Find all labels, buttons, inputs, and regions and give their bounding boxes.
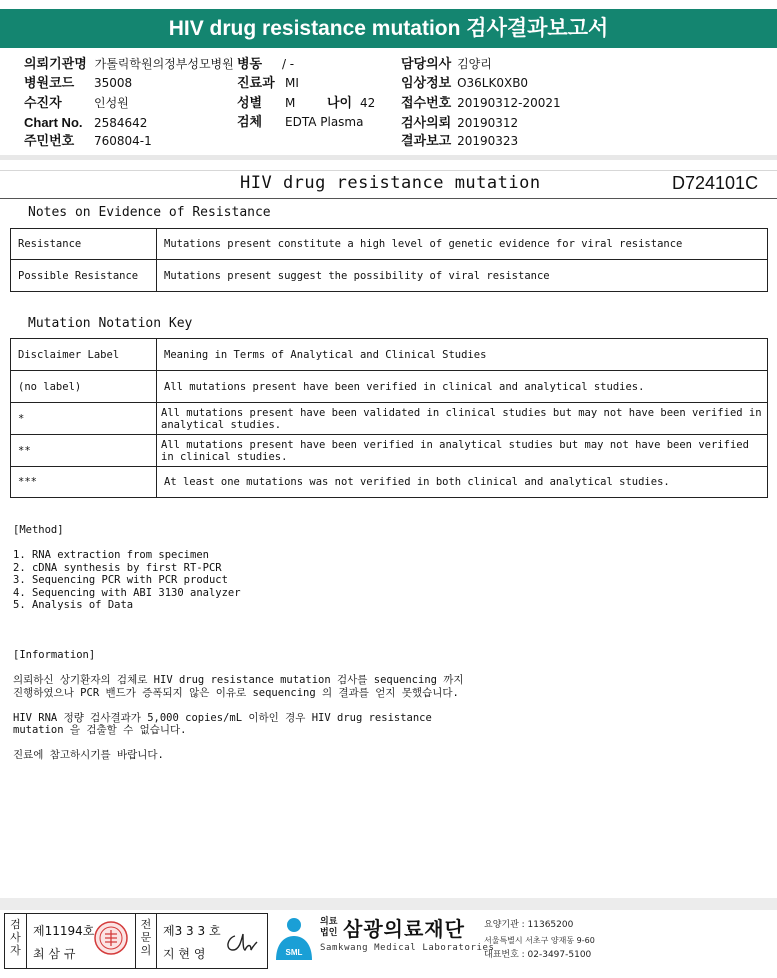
report-title-banner: HIV drug resistance mutation 검사결과보고서 xyxy=(0,9,777,48)
information-text: 진료에 참고하시기를 바랍니다. xyxy=(13,749,164,761)
age-label: 나이 xyxy=(327,95,353,110)
method-step: 4. Sequencing with ABI 3130 analyzer xyxy=(13,587,241,599)
header-divider xyxy=(0,155,777,160)
resident-id-label: 주민번호 xyxy=(24,133,75,148)
chart-number-label: Chart No. xyxy=(24,115,83,130)
org-code: 요양기관 : 11365200 xyxy=(484,920,574,930)
notation-label-cell: *** xyxy=(11,467,157,498)
notation-heading: Mutation Notation Key xyxy=(28,316,193,331)
inspector-license: 제11194호 xyxy=(33,924,95,938)
report-date-label: 결과보고 xyxy=(401,133,452,148)
notation-label-cell: (no label) xyxy=(11,371,157,403)
inspector-label: 검사자 xyxy=(5,914,27,968)
ward-label: 병동 xyxy=(237,56,263,71)
signature-box xyxy=(4,913,268,969)
chart-number-value: 2584642 xyxy=(94,116,148,130)
age-field xyxy=(327,95,375,111)
table-row xyxy=(11,467,768,498)
specialist-label: 전문의 xyxy=(135,914,157,968)
org-prefix-line: 법인 xyxy=(320,928,338,938)
notation-text-cell: All mutations present have been verified in analytical studies but may not have been verified in clinical studies. xyxy=(157,435,768,467)
specimen-label: 검체 xyxy=(237,114,263,129)
information-text: HIV RNA 정량 검사결과가 5,000 copies/mL 이하인 경우 HIV drug resistance xyxy=(13,712,432,724)
table-row xyxy=(11,229,768,260)
document-title: HIV drug resistance mutation xyxy=(240,173,541,193)
table-row xyxy=(11,339,768,371)
chart-number-field xyxy=(24,115,148,131)
age-value: 42 xyxy=(359,96,376,110)
table-row xyxy=(11,435,768,467)
clinical-info-field xyxy=(401,75,528,91)
sex-label: 성별 xyxy=(237,95,263,110)
method-step: 1. RNA extraction from specimen xyxy=(13,549,209,561)
resident-id-field xyxy=(24,133,152,149)
receipt-number-label: 접수번호 xyxy=(401,95,452,110)
evidence-text-cell: Mutations present suggest the possibility of viral resistance xyxy=(157,260,768,292)
evidence-label-cell: Resistance xyxy=(11,229,157,260)
information-text: 진행하였으나 PCR 밴드가 증폭되지 않은 이유로 sequencing 의 결과를 얻지 못했습니다. xyxy=(13,687,459,699)
sex-field xyxy=(237,95,296,111)
specialist-name: 지 현 영 xyxy=(163,947,206,961)
specialist-signature-icon xyxy=(221,926,261,958)
notation-label-cell: * xyxy=(11,403,157,435)
footer-band xyxy=(0,898,777,910)
table-row xyxy=(11,371,768,403)
specimen-value: EDTA Plasma xyxy=(285,115,364,129)
org-name: 삼광의료재단 xyxy=(343,917,465,941)
table-row xyxy=(11,260,768,292)
org-contact xyxy=(484,918,595,963)
title-top-rule xyxy=(0,170,777,171)
notation-table xyxy=(10,338,768,498)
org-prefix xyxy=(320,917,337,939)
evidence-label-cell: Possible Resistance xyxy=(11,260,157,292)
inspector-name: 최 삼 규 xyxy=(33,947,76,961)
table-row xyxy=(11,403,768,435)
document-code: D724101C xyxy=(672,173,759,193)
inspector-seal-icon xyxy=(93,920,129,956)
department-label: 진료과 xyxy=(237,75,275,90)
ward-value: / - xyxy=(281,57,295,71)
ward-field xyxy=(237,56,294,72)
receipt-number-value: 20190312-20021 xyxy=(457,96,561,110)
notation-text-cell: Meaning in Terms of Analytical and Clinical Studies xyxy=(157,339,768,371)
request-date-value: 20190312 xyxy=(457,116,519,130)
institution-label: 의뢰기관명 xyxy=(24,56,87,71)
title-bottom-rule xyxy=(0,198,777,199)
institution-field xyxy=(24,56,234,72)
information-heading: [Information] xyxy=(13,649,96,661)
method-step: 2. cDNA synthesis by first RT-PCR xyxy=(13,562,222,574)
method-heading: [Method] xyxy=(13,524,64,536)
institution-value: 가톨릭학원의정부성모병원 xyxy=(94,57,234,71)
evidence-text-cell: Mutations present constitute a high level of genetic evidence for viral resistance xyxy=(157,229,768,260)
notation-label-cell: ** xyxy=(11,435,157,467)
patient-field xyxy=(24,95,129,111)
org-name-english: Samkwang Medical Laboratories xyxy=(320,943,495,953)
hospital-code-label: 병원코드 xyxy=(24,75,75,90)
org-address: 서울특별시 서초구 양재동 9-60 xyxy=(484,936,595,945)
report-date-value: 20190323 xyxy=(457,134,519,148)
receipt-number-field xyxy=(401,95,561,111)
request-date-label: 검사의뢰 xyxy=(401,115,452,130)
report-date-field xyxy=(401,133,518,149)
clinical-info-label: 임상정보 xyxy=(401,75,452,90)
clinical-info-value: O36LK0XB0 xyxy=(457,76,529,90)
method-step: 5. Analysis of Data xyxy=(13,599,134,611)
evidence-heading: Notes on Evidence of Resistance xyxy=(28,205,271,220)
physician-value: 김양리 xyxy=(457,57,492,71)
evidence-table xyxy=(10,228,768,292)
department-value: MI xyxy=(285,76,299,90)
department-field xyxy=(237,75,299,91)
patient-label: 수진자 xyxy=(24,95,62,110)
physician-field xyxy=(401,56,492,72)
org-prefix-line: 의료 xyxy=(320,917,338,927)
method-step: 3. Sequencing PCR with PCR product xyxy=(13,574,228,586)
notation-label-cell: Disclaimer Label xyxy=(11,339,157,371)
hospital-code-field xyxy=(24,75,133,91)
sml-logo-icon xyxy=(272,916,316,964)
information-text: mutation 을 검출할 수 없습니다. xyxy=(13,724,187,736)
information-text: 의뢰하신 상기환자의 검체로 HIV drug resistance mutation 검사를 sequencing 까지 xyxy=(13,674,464,686)
patient-value: 인성원 xyxy=(94,96,129,110)
notation-text-cell: All mutations present have been validated in clinical studies but may not have been verified in analytical studies. xyxy=(157,403,768,435)
notation-text-cell: At least one mutations was not verified in both clinical and analytical studies. xyxy=(157,467,768,498)
hospital-code-value: 35008 xyxy=(94,76,133,90)
resident-id-value: 760804-1 xyxy=(94,134,152,148)
org-phone: 대표번호 : 02-3497-5100 xyxy=(484,950,592,960)
request-date-field xyxy=(401,115,518,131)
logo-text: SML xyxy=(285,948,303,957)
specialist-license: 제3 3 3 호 xyxy=(163,924,221,938)
sex-value: M xyxy=(285,96,296,110)
notation-text-cell: All mutations present have been verified in clinical and analytical studies. xyxy=(157,371,768,403)
specimen-field xyxy=(237,114,364,130)
physician-label: 담당의사 xyxy=(401,56,452,71)
